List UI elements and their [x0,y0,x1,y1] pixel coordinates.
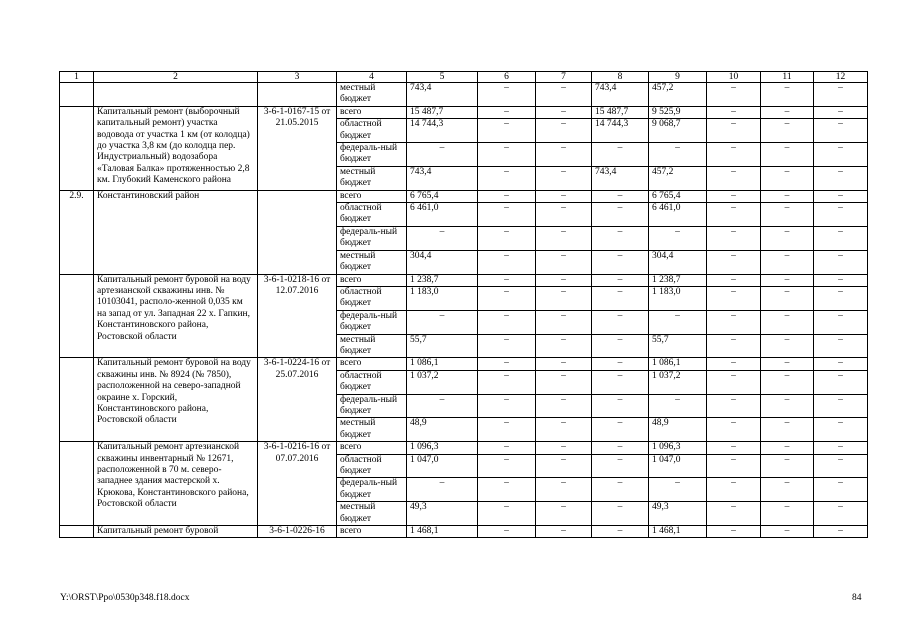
amount-cell: – [478,370,536,394]
amount-cell: – [761,286,814,310]
amount-cell: – [814,286,868,310]
amount-cell: 6 765,4 [649,190,707,202]
table-row [60,358,868,370]
amount-cell: – [814,502,868,526]
funding-source: федераль-ный бюджет [337,143,407,167]
amount-cell: – [592,418,649,442]
amount-cell: – [478,418,536,442]
table-row [60,274,868,286]
amount-cell: – [814,226,868,250]
amount-cell: – [592,370,649,394]
funding-source: областной бюджет [337,286,407,310]
amount-cell: – [649,394,707,418]
object-name [94,83,258,107]
column-header: 6 [478,72,536,83]
amount-cell: 1 086,1 [649,358,707,370]
amount-cell: 304,4 [407,250,478,274]
funding-source: областной бюджет [337,454,407,478]
amount-cell: 6 461,0 [407,203,478,227]
amount-cell: – [707,106,761,118]
column-header: 11 [761,72,814,83]
amount-cell: – [761,358,814,370]
row-number [60,274,94,358]
amount-cell: 9 525,9 [649,106,707,118]
amount-cell: – [478,203,536,227]
footer-file-path: Y:\ORST\Ppo\0530p348.f18.docx [60,593,190,603]
amount-cell: – [592,226,649,250]
amount-cell: 6 461,0 [649,203,707,227]
object-name: Капитальный ремонт буровой [94,526,258,538]
row-number [60,442,94,526]
amount-cell: – [814,250,868,274]
amount-cell: 457,2 [649,83,707,107]
amount-cell: – [536,526,592,538]
amount-cell: 1 037,2 [407,370,478,394]
amount-cell: – [761,334,814,358]
amount-cell: – [707,83,761,107]
amount-cell: – [761,478,814,502]
amount-cell: – [478,310,536,334]
funding-source: всего [337,442,407,454]
amount-cell: – [707,203,761,227]
funding-source: местный бюджет [337,83,407,107]
amount-cell: 1 096,3 [649,442,707,454]
amount-cell: – [707,274,761,286]
amount-cell: – [649,143,707,167]
funding-source: всего [337,106,407,118]
amount-cell: – [536,274,592,286]
funding-source: всего [337,526,407,538]
amount-cell: – [536,454,592,478]
object-name: Капитальный ремонт (выборочный капитальный ремонт) участка водовода от участка 1 км (от колодца) до участка 3,8 км (до колодца пер. Индустриальный) водозабора «Таловая Балка» протяженностью 2,8 км. Глубокий Каменского района [94,106,258,190]
amount-cell: – [478,250,536,274]
amount-cell: – [761,166,814,190]
funding-source: областной бюджет [337,370,407,394]
amount-cell: – [761,119,814,143]
amount-cell: 48,9 [407,418,478,442]
amount-cell: – [707,442,761,454]
amount-cell: – [707,334,761,358]
amount-cell: 14 744,3 [592,119,649,143]
amount-cell: – [814,190,868,202]
amount-cell: – [814,454,868,478]
amount-cell: – [478,119,536,143]
column-header: 10 [707,72,761,83]
amount-cell: – [707,418,761,442]
amount-cell: 55,7 [649,334,707,358]
amount-cell: – [536,442,592,454]
amount-cell: 15 487,7 [592,106,649,118]
amount-cell: – [592,334,649,358]
amount-cell: – [592,190,649,202]
amount-cell: – [478,286,536,310]
amount-cell: – [814,334,868,358]
row-number [60,83,94,107]
table-row [60,83,868,107]
amount-cell: – [536,166,592,190]
amount-cell: – [761,274,814,286]
amount-cell: – [707,226,761,250]
amount-cell: – [536,358,592,370]
amount-cell: – [407,143,478,167]
amount-cell: – [814,119,868,143]
document-number: 3-6-1-0224-16 от 25.07.2016 [258,358,337,442]
amount-cell: – [707,526,761,538]
amount-cell: – [478,143,536,167]
row-number [60,526,94,538]
amount-cell: – [592,286,649,310]
amount-cell: – [707,358,761,370]
amount-cell: 1 238,7 [407,274,478,286]
amount-cell: – [761,418,814,442]
funding-source: местный бюджет [337,166,407,190]
amount-cell: – [478,478,536,502]
column-header: 9 [649,72,707,83]
amount-cell: – [707,119,761,143]
amount-cell: 1 086,1 [407,358,478,370]
amount-cell: – [478,190,536,202]
amount-cell: 1 183,0 [649,286,707,310]
amount-cell: – [761,190,814,202]
amount-cell: – [761,454,814,478]
document-number: 3-6-1-0167-15 от 21.05.2015 [258,106,337,190]
amount-cell: 1 183,0 [407,286,478,310]
table-row [60,526,868,538]
amount-cell: – [592,274,649,286]
amount-cell: – [478,226,536,250]
amount-cell: – [478,166,536,190]
amount-cell: – [649,478,707,502]
amount-cell: – [814,83,868,107]
amount-cell: – [814,106,868,118]
amount-cell: – [761,394,814,418]
amount-cell: – [536,203,592,227]
amount-cell: – [592,478,649,502]
amount-cell: – [814,418,868,442]
amount-cell: – [707,190,761,202]
amount-cell: – [761,370,814,394]
amount-cell: – [761,143,814,167]
amount-cell: – [536,394,592,418]
amount-cell: – [592,454,649,478]
amount-cell: – [478,502,536,526]
amount-cell: – [536,478,592,502]
amount-cell: – [536,310,592,334]
amount-cell: – [761,442,814,454]
amount-cell: – [592,502,649,526]
document-number: 3-6-1-0226-16 [258,526,337,538]
amount-cell: 49,3 [407,502,478,526]
amount-cell: 15 487,7 [407,106,478,118]
amount-cell: – [478,83,536,107]
page-number: 84 [852,593,862,603]
amount-cell: – [707,502,761,526]
amount-cell: – [536,119,592,143]
amount-cell: – [478,274,536,286]
amount-cell: – [536,370,592,394]
amount-cell: – [707,143,761,167]
column-header: 7 [536,72,592,83]
amount-cell: 743,4 [407,166,478,190]
amount-cell: 9 068,7 [649,119,707,143]
column-header: 5 [407,72,478,83]
amount-cell: – [536,286,592,310]
amount-cell: – [592,526,649,538]
funding-source: местный бюджет [337,502,407,526]
amount-cell: – [407,394,478,418]
amount-cell: – [536,418,592,442]
amount-cell: 743,4 [407,83,478,107]
object-name: Капитальный ремонт артезианской скважины инвентарный № 12671, расположенной в 70 м. северо-западнее здания мастерской х. Крюкова, Константиновского района, Ростовской области [94,442,258,526]
amount-cell: – [536,106,592,118]
funding-source: всего [337,190,407,202]
amount-cell: – [707,394,761,418]
amount-cell: – [814,442,868,454]
object-name: Константиновский район [94,190,258,274]
amount-cell: – [814,166,868,190]
amount-cell: – [761,502,814,526]
amount-cell: – [649,226,707,250]
amount-cell: – [707,310,761,334]
amount-cell: 6 765,4 [407,190,478,202]
amount-cell: 1 468,1 [649,526,707,538]
amount-cell: – [536,502,592,526]
funding-source: областной бюджет [337,203,407,227]
amount-cell: – [707,454,761,478]
amount-cell: – [814,358,868,370]
amount-cell: – [814,478,868,502]
amount-cell: – [536,334,592,358]
amount-cell: – [761,310,814,334]
amount-cell: – [478,526,536,538]
funding-source: местный бюджет [337,334,407,358]
column-header: 12 [814,72,868,83]
document-number: 3-6-1-0216-16 от 07.07.2016 [258,442,337,526]
document-number [258,83,337,107]
amount-cell: 1 238,7 [649,274,707,286]
amount-cell: – [814,143,868,167]
amount-cell: – [407,310,478,334]
amount-cell: – [707,478,761,502]
column-header: 8 [592,72,649,83]
amount-cell: – [814,274,868,286]
funding-source: федераль-ный бюджет [337,310,407,334]
funding-source: областной бюджет [337,119,407,143]
funding-source: местный бюджет [337,250,407,274]
amount-cell: – [478,442,536,454]
amount-cell: 49,3 [649,502,707,526]
amount-cell: 48,9 [649,418,707,442]
amount-cell: – [649,310,707,334]
amount-cell: – [536,226,592,250]
amount-cell: – [707,166,761,190]
amount-cell: 1 468,1 [407,526,478,538]
amount-cell: – [407,226,478,250]
amount-cell: 304,4 [649,250,707,274]
amount-cell: 743,4 [592,83,649,107]
column-header-row [60,72,868,83]
funding-source: всего [337,274,407,286]
column-header: 1 [60,72,94,83]
funding-source: всего [337,358,407,370]
amount-cell: 14 744,3 [407,119,478,143]
funding-source: федераль-ный бюджет [337,478,407,502]
amount-cell: – [592,250,649,274]
amount-cell: – [761,106,814,118]
amount-cell: – [761,526,814,538]
amount-cell: – [814,310,868,334]
amount-cell: – [761,226,814,250]
amount-cell: 1 096,3 [407,442,478,454]
amount-cell: 1 037,2 [649,370,707,394]
amount-cell: – [536,190,592,202]
amount-cell: – [478,394,536,418]
column-header: 4 [337,72,407,83]
amount-cell: – [536,83,592,107]
column-header: 3 [258,72,337,83]
amount-cell: – [592,203,649,227]
amount-cell: 457,2 [649,166,707,190]
amount-cell: – [814,370,868,394]
object-name: Капитальный ремонт буровой на воду скважины инв. № 8924 (№ 7850), расположенной на северо-западной окраине х. Горский, Константиновского района, Ростовской области [94,358,258,442]
amount-cell: – [536,250,592,274]
amount-cell: – [707,250,761,274]
object-name: Капитальный ремонт буровой на воду артезианской скважины инв. № 10103041, располо-женной 0,035 км на запад от ул. Западная 22 х. Гапкин, Константиновского района, Ростовской области [94,274,258,358]
document-number: 3-6-1-0218-16 от 12.07.2016 [258,274,337,358]
budget-table [59,71,868,538]
amount-cell: – [814,203,868,227]
amount-cell: – [478,334,536,358]
amount-cell: – [592,143,649,167]
amount-cell: – [478,358,536,370]
amount-cell: 743,4 [592,166,649,190]
amount-cell: – [814,394,868,418]
amount-cell: – [814,526,868,538]
amount-cell: 1 047,0 [407,454,478,478]
amount-cell: – [407,478,478,502]
amount-cell: – [592,310,649,334]
amount-cell: – [592,442,649,454]
column-header: 2 [94,72,258,83]
amount-cell: – [478,454,536,478]
row-number [60,358,94,442]
amount-cell: 55,7 [407,334,478,358]
funding-source: федераль-ный бюджет [337,226,407,250]
row-number: 2.9. [60,190,94,274]
funding-source: федераль-ный бюджет [337,394,407,418]
amount-cell: – [761,250,814,274]
amount-cell: – [761,203,814,227]
amount-cell: – [592,358,649,370]
amount-cell: 1 047,0 [649,454,707,478]
document-number [258,190,337,274]
amount-cell: – [478,106,536,118]
table-row [60,106,868,118]
table-row [60,190,868,202]
amount-cell: – [707,286,761,310]
amount-cell: – [707,370,761,394]
funding-source: местный бюджет [337,418,407,442]
amount-cell: – [592,394,649,418]
row-number [60,106,94,190]
amount-cell: – [536,143,592,167]
table-row [60,442,868,454]
amount-cell: – [761,83,814,107]
